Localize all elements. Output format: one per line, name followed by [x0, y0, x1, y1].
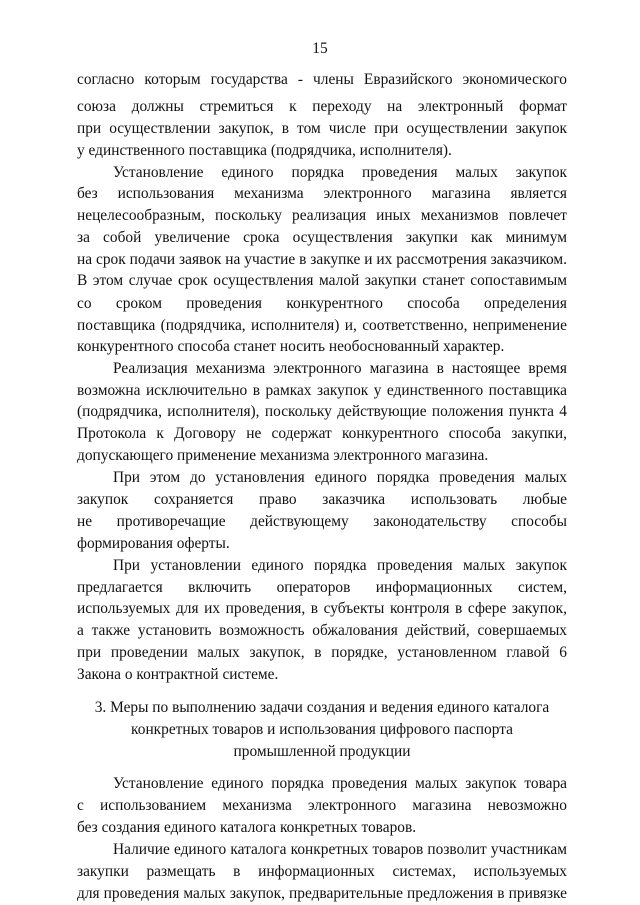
text-line: Закона о контрактной системе. — [77, 666, 279, 683]
text-line: формирования оферты. — [77, 535, 230, 552]
text-line: (подрядчика, исполнителя), поскольку действующие положения пункта 4 — [77, 403, 567, 420]
text-line: на срок подачи заявок на участие в закупке и их рассмотрения заказчиком. — [77, 251, 567, 268]
text-line: с использованием механизма электронного магазина невозможно — [77, 797, 567, 814]
text-line: у единственного поставщика (подрядчика, исполнителя). — [77, 142, 452, 159]
text-line: конкурентного способа станет носить необоснованный характер. — [77, 338, 505, 355]
page-number: 15 — [312, 40, 328, 57]
text-line: со сроком проведения конкурентного способа определения — [77, 295, 567, 312]
text-line: При этом до установления единого порядка проведения малых — [113, 469, 567, 486]
text-line: при осуществлении закупок, в том числе при осуществлении закупок — [77, 120, 567, 137]
text-line: союза должны стремиться к переходу на электронный формат — [77, 98, 567, 115]
text-line: Реализация механизма электронного магазина в настоящее время — [113, 360, 567, 377]
text-line: нецелесообразным, поскольку реализация иных механизмов повлечет — [77, 207, 567, 224]
text-line: возможна исключительно в рамках закупок у единственного поставщика — [77, 382, 567, 399]
text-line: не противоречащие действующему законодательству способы — [77, 513, 567, 530]
text-line: закупки размещать в информационных системах, используемых — [77, 863, 567, 880]
text-line: В этом случае срок осуществления малой закупки станет сопоставимым — [77, 272, 567, 289]
text-line: при проведении малых закупок, в порядке, установленном главой 6 — [77, 644, 567, 661]
text-line: согласно которым государства - члены Евразийского экономического — [77, 71, 567, 88]
text-line: предлагается включить операторов информационных систем, — [77, 579, 567, 596]
text-line: без создания единого каталога конкретных товаров. — [77, 819, 417, 836]
section-heading-line: промышленной продукции — [233, 743, 411, 760]
text-line: При установлении единого порядка проведения малых закупок — [113, 557, 567, 574]
text-line: а также установить возможность обжалования действий, совершаемых — [77, 622, 567, 639]
text-line: Наличие единого каталога конкретных товаров позволит участникам — [113, 841, 567, 858]
text-line: Установление единого порядка проведения малых закупок — [113, 164, 567, 181]
text-line: закупок сохраняется право заказчика использовать любые — [77, 491, 567, 508]
text-line: Протокола к Договору не содержат конкурентного способа закупки, — [77, 425, 567, 442]
text-line: без использования механизма электронного магазина является — [77, 185, 567, 202]
text-line: поставщика (подрядчика, исполнителя) и, соответственно, неприменение — [77, 317, 567, 334]
text-line: для проведения малых закупок, предварительные предложения в привязке — [77, 885, 567, 902]
section-heading-line: 3. Меры по выполнению задачи создания и ведения единого каталога — [94, 699, 550, 716]
text-line: допускающего применение механизма электронного магазина. — [77, 447, 489, 464]
section-heading-line: конкретных товаров и использования цифрового паспорта — [131, 721, 513, 738]
text-line: используемых для их проведения, в субъекты контроля в сфере закупок, — [77, 600, 567, 617]
text-line: Установление единого порядка проведения малых закупок товара — [113, 775, 567, 792]
text-line: за собой увеличение срока осуществления закупки как минимум — [77, 229, 567, 246]
